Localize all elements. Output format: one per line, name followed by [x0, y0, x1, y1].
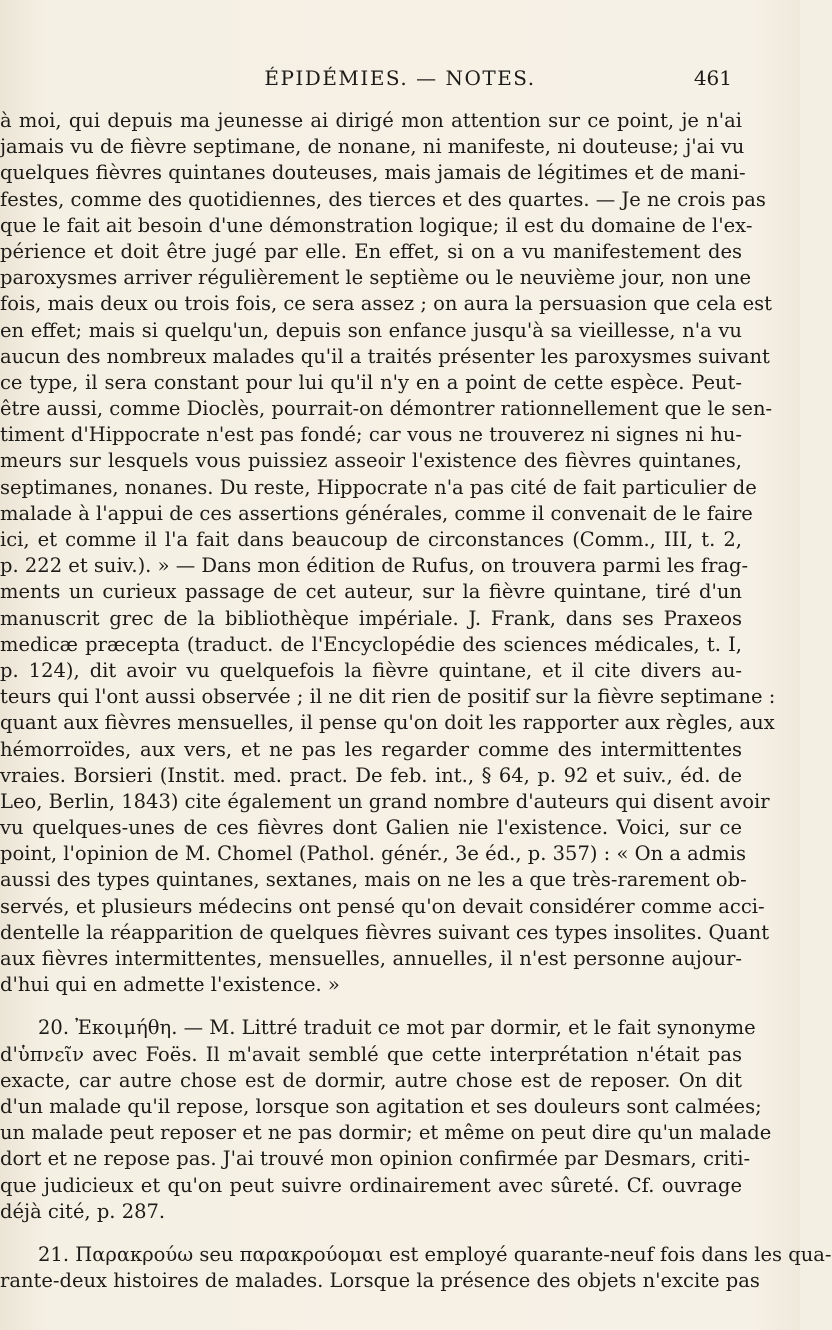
text-line: hémorroïdes, aux vers, et ne pas les regarder comme des intermittentes — [0, 737, 742, 761]
text-line: à moi, qui depuis ma jeunesse ai dirigé mon attention sur ce point, je n'ai — [0, 109, 742, 132]
page-number: 461 — [693, 66, 732, 90]
note-21-line: rante-deux histoires de malades. Lorsque la présence des objets n'excite pas — [0, 1269, 760, 1293]
text-line: périence et doit être jugé par elle. En effet, si on a vu manifestement des — [0, 239, 742, 263]
text-line: p. 222 et suiv.). » — Dans mon édition de Rufus, on trouvera parmi les frag- — [0, 554, 749, 578]
text-line: p. 124), dit avoir vu quelquefois la fièvre quintane, et il cite divers au- — [0, 658, 742, 682]
text-line: malade à l'appui de ces assertions générales, comme il convenait de le faire — [0, 501, 753, 525]
body-text — [0, 108, 832, 1294]
note-20-line: exacte, car autre chose est de dormir, autre chose est de reposer. On dit — [0, 1068, 742, 1092]
text-line: être aussi, comme Dioclès, pourrait-on démontrer rationnellement que le sen- — [0, 397, 773, 421]
running-header — [0, 66, 800, 96]
text-line: jamais vu de fièvre septimane, de nonane, ni manifeste, ni douteuse; j'ai vu — [0, 135, 745, 159]
note-20-line: que judicieux et qu'on peut suivre ordinairement avec sûreté. Cf. ouvrage — [0, 1173, 742, 1197]
text-line: vu quelques-unes de ces fièvres dont Galien nie l'existence. Voici, sur ce — [0, 816, 742, 840]
text-line: manuscrit grec de la bibliothèque impériale. J. Frank, dans ses Praxeos — [0, 606, 742, 630]
text-line: d'hui qui en admette l'existence. » — [0, 973, 340, 997]
text-line: medicæ præcepta (traduct. de l'Encyclopédie des sciences médicales, t. I, — [0, 632, 742, 656]
text-line: fois, mais deux ou trois fois, ce sera assez ; on aura la persuasion que cela est — [0, 292, 772, 316]
text-line: aux fièvres intermittentes, mensuelles, annuelles, il n'est personne aujour- — [0, 947, 742, 970]
text-line: teurs qui l'ont aussi observée ; il ne dit rien de positif sur la fièvre septimane : — [0, 685, 776, 709]
paragraph-gap — [0, 1225, 742, 1242]
note-20-line: dort et ne repose pas. J'ai trouvé mon opinion confirmée par Desmars, criti- — [0, 1147, 751, 1171]
text-line: septimanes, nonanes. Du reste, Hippocrate n'a pas cité de fait particulier de — [0, 475, 757, 499]
text-line: festes, comme des quotidiennes, des tierces et des quartes. — Je ne crois pas — [0, 187, 766, 211]
text-line: point, l'opinion de M. Chomel (Pathol. génér., 3e éd., p. 357) : « On a admis — [0, 842, 746, 866]
note-20-line: d'ὑπνεῖν avec Foës. Il m'avait semblé que cette interprétation n'était pas — [0, 1042, 742, 1066]
note-20-line: un malade peut reposer et ne pas dormir; et même on peut dire qu'un malade — [0, 1121, 772, 1145]
text-line: que le fait ait besoin d'une démonstration logique; il est du domaine de l'ex- — [0, 213, 753, 237]
note-20-line: d'un malade qu'il repose, lorsque son agitation et ses douleurs sont calmées; — [0, 1094, 762, 1118]
text-line: dentelle la réapparition de quelques fièvres suivant ces types insolites. Quant — [0, 920, 770, 944]
text-line: en effet; mais si quelqu'un, depuis son enfance jusqu'à sa vieillesse, n'a vu — [0, 318, 742, 342]
text-line: aucun des nombreux malades qu'il a traités présenter les paroxysmes suivant — [0, 344, 770, 368]
paragraph-gap — [0, 998, 742, 1015]
text-line: paroxysmes arriver régulièrement le septième ou le neuvième jour, non une — [0, 266, 752, 290]
text-line: aussi des types quintanes, sextanes, mais on ne les a que très-rarement ob- — [0, 868, 747, 892]
text-line: meurs sur lesquels vous puissiez asseoir l'existence des fièvres quintanes, — [0, 449, 742, 473]
running-title: ÉPIDÉMIES. — NOTES. — [264, 66, 536, 90]
text-line: Leo, Berlin, 1843) cite également un grand nombre d'auteurs qui disent avoir — [0, 789, 770, 813]
text-line: timent d'Hippocrate n'est pas fondé; car vous ne trouverez ni signes ni hu- — [0, 423, 742, 447]
text-line: servés, et plusieurs médecins ont pensé qu'on devait considérer comme acci- — [0, 894, 765, 918]
text-line: ici, et comme il l'a fait dans beaucoup de circonstances (Comm., III, t. 2, — [0, 528, 742, 551]
note-20-line: déjà cité, p. 287. — [0, 1199, 166, 1223]
text-line: vraies. Borsieri (Instit. med. pract. De feb. int., § 64, p. 92 et suiv., éd. de — [0, 763, 742, 787]
text-line: quant aux fièvres mensuelles, il pense qu'on doit les rapporter aux règles, aux — [0, 711, 775, 735]
text-line: ce type, il sera constant pour lui qu'il n'y en a point de cette espèce. Peut- — [0, 370, 742, 394]
note-21-line: 21. Παρακρούω seu παρακρούομαι est employé quarante-neuf fois dans les qua- — [38, 1242, 832, 1266]
text-line: quelques fièvres quintanes douteuses, mais jamais de légitimes et de mani- — [0, 161, 746, 185]
note-20-line: 20. Ἐκοιμήθη. — M. Littré traduit ce mot par dormir, et le fait synonyme — [38, 1016, 756, 1040]
text-line: ments un curieux passage de cet auteur, sur la fièvre quintane, tiré d'un — [0, 580, 742, 604]
